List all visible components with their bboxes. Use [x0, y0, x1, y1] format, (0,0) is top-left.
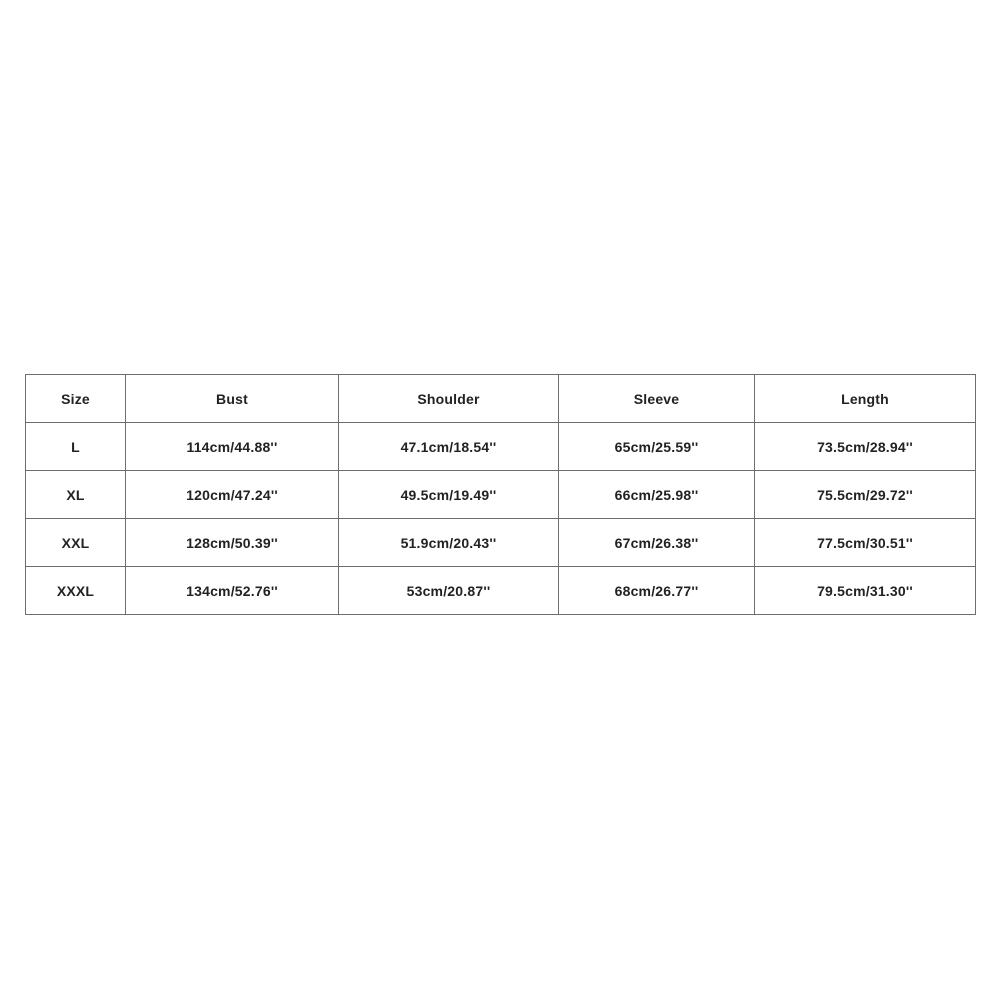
cell-shoulder: 47.1cm/18.54'' [339, 423, 559, 471]
header-size: Size [26, 375, 126, 423]
cell-shoulder: 53cm/20.87'' [339, 567, 559, 615]
header-length: Length [755, 375, 976, 423]
cell-length: 75.5cm/29.72'' [755, 471, 976, 519]
cell-size: XXL [26, 519, 126, 567]
table-row [26, 423, 976, 471]
cell-bust: 128cm/50.39'' [126, 519, 339, 567]
cell-length: 79.5cm/31.30'' [755, 567, 976, 615]
cell-size: L [26, 423, 126, 471]
table-row [26, 567, 976, 615]
cell-sleeve: 68cm/26.77'' [559, 567, 755, 615]
header-sleeve: Sleeve [559, 375, 755, 423]
cell-size: XL [26, 471, 126, 519]
cell-bust: 120cm/47.24'' [126, 471, 339, 519]
cell-sleeve: 65cm/25.59'' [559, 423, 755, 471]
header-bust: Bust [126, 375, 339, 423]
cell-size: XXXL [26, 567, 126, 615]
cell-shoulder: 49.5cm/19.49'' [339, 471, 559, 519]
cell-length: 73.5cm/28.94'' [755, 423, 976, 471]
header-shoulder: Shoulder [339, 375, 559, 423]
table-row [26, 519, 976, 567]
cell-length: 77.5cm/30.51'' [755, 519, 976, 567]
cell-sleeve: 67cm/26.38'' [559, 519, 755, 567]
cell-sleeve: 66cm/25.98'' [559, 471, 755, 519]
cell-shoulder: 51.9cm/20.43'' [339, 519, 559, 567]
cell-bust: 114cm/44.88'' [126, 423, 339, 471]
size-chart-table [25, 374, 976, 615]
header-row [26, 375, 976, 423]
table-row [26, 471, 976, 519]
cell-bust: 134cm/52.76'' [126, 567, 339, 615]
